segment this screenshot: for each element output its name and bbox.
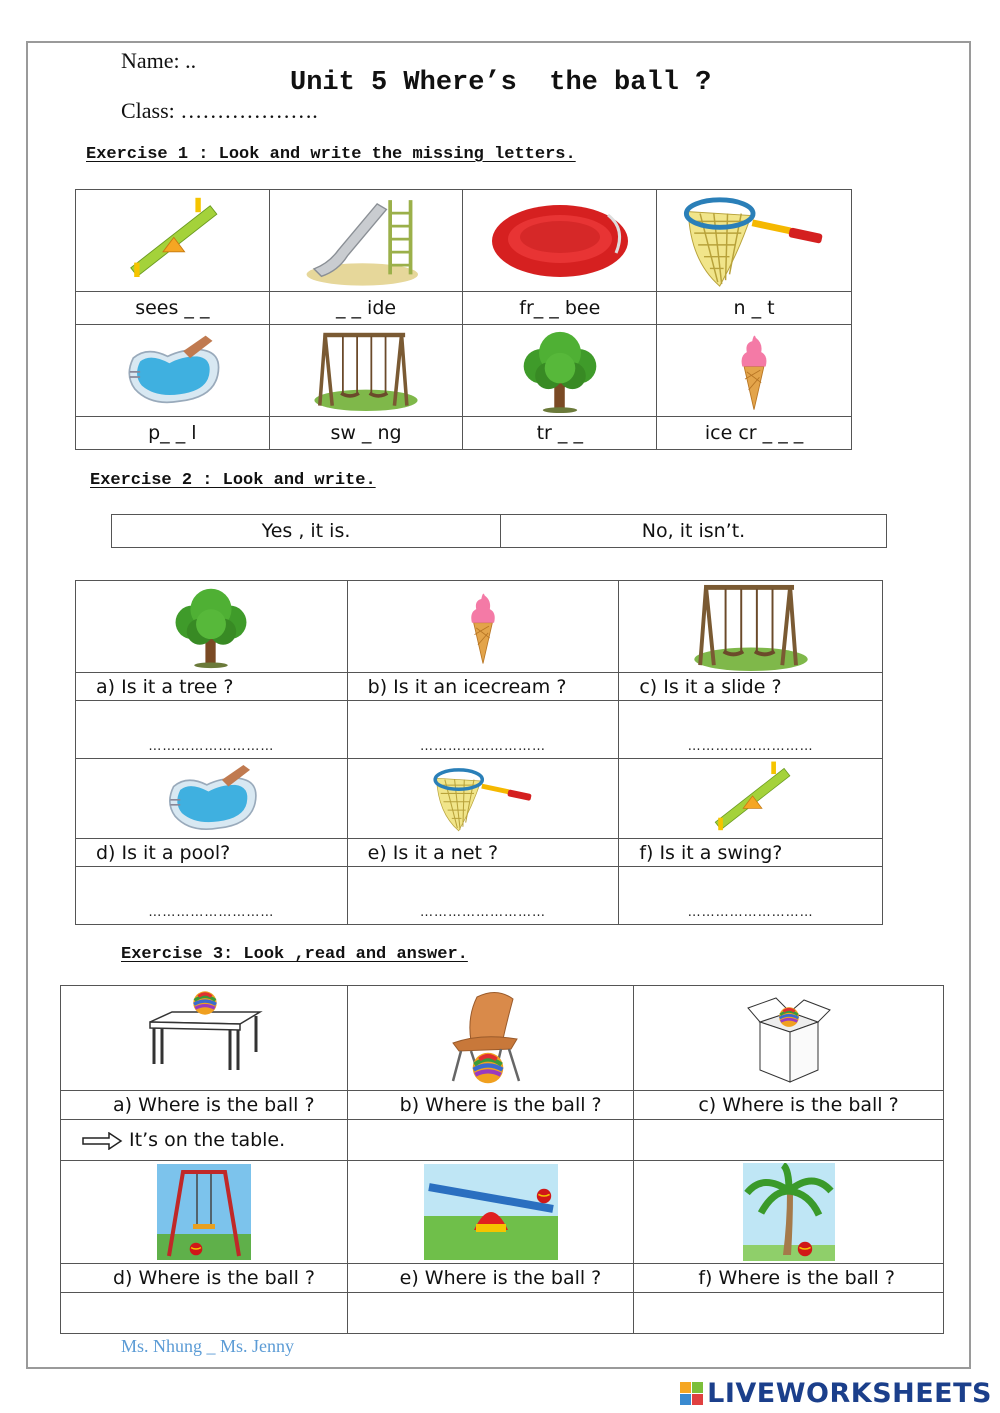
ex3-cell-palm bbox=[634, 1161, 944, 1264]
ex3-cell-swing bbox=[61, 1161, 348, 1264]
tree-icon bbox=[161, 585, 261, 669]
ball-near-seesaw-icon bbox=[424, 1164, 558, 1260]
ex1-cell-frisbee bbox=[463, 190, 657, 292]
ex3-answer-field[interactable] bbox=[347, 1293, 634, 1334]
slide-icon bbox=[301, 193, 431, 289]
ex1-cell-pool bbox=[76, 325, 270, 417]
ex2-question: e) Is it a net ? bbox=[347, 839, 619, 867]
ex3-cell-seesaw bbox=[347, 1161, 634, 1264]
seesaw-icon bbox=[703, 760, 799, 838]
liveworksheets-logo[interactable] bbox=[680, 1378, 992, 1409]
ball-near-swing-icon bbox=[157, 1164, 251, 1260]
class-label: Class: ………………. bbox=[121, 98, 318, 123]
ex1-label: p_ _ l bbox=[76, 417, 270, 450]
ex3-answer-text: It’s on the table. bbox=[129, 1129, 286, 1151]
exercise1-heading: Exercise 1 : Look and write the missing letters. bbox=[86, 145, 576, 164]
exercise2-heading: Exercise 2 : Look and write. bbox=[90, 471, 376, 490]
frisbee-icon bbox=[490, 201, 630, 281]
ball-near-tree-icon bbox=[743, 1163, 835, 1261]
ex2-answer-field[interactable]: ……………………… bbox=[76, 701, 348, 759]
ex3-cell-table bbox=[61, 986, 348, 1091]
exercise3-heading: Exercise 3: Look ,read and answer. bbox=[121, 945, 468, 964]
ex3-question: e) Where is the ball ? bbox=[347, 1264, 634, 1293]
page-title: Unit 5 Where’s the ball ? bbox=[290, 68, 712, 98]
ex1-cell-tree bbox=[463, 325, 657, 417]
exercise2-table bbox=[75, 580, 883, 925]
ex3-answer-field[interactable] bbox=[347, 1120, 634, 1161]
option-no: No, it isn’t. bbox=[501, 515, 887, 548]
ball-under-chair-icon bbox=[441, 989, 541, 1087]
seesaw-icon bbox=[117, 196, 227, 286]
ex2-cell-net bbox=[347, 759, 619, 839]
ex1-label: fr_ _ bee bbox=[463, 292, 657, 325]
exercise3-table bbox=[60, 985, 944, 1334]
ex1-cell-icecream bbox=[657, 325, 852, 417]
ex1-label: tr _ _ bbox=[463, 417, 657, 450]
ex2-cell-pool bbox=[76, 759, 348, 839]
ex3-answer-field[interactable] bbox=[634, 1120, 944, 1161]
icecream-icon bbox=[736, 329, 772, 413]
ex2-cell-tree bbox=[76, 581, 348, 673]
ex1-label: sees _ _ bbox=[76, 292, 270, 325]
name-label: Name: .. bbox=[121, 48, 197, 73]
ex3-question: a) Where is the ball ? bbox=[61, 1091, 348, 1120]
ball-on-table-icon bbox=[144, 990, 264, 1086]
ex2-answer-field[interactable]: ……………………… bbox=[347, 701, 619, 759]
brand-text: LIVEWORKSHEETS bbox=[707, 1378, 992, 1409]
ex1-cell-seesaw bbox=[76, 190, 270, 292]
ex2-question: f) Is it a swing? bbox=[619, 839, 883, 867]
pool-icon bbox=[116, 331, 228, 411]
ex3-answer-field[interactable] bbox=[61, 1120, 348, 1161]
ex2-question: c) Is it a slide ? bbox=[619, 673, 883, 701]
ex1-label: _ _ ide bbox=[269, 292, 463, 325]
tree-icon bbox=[510, 328, 610, 414]
ex1-cell-swing bbox=[269, 325, 463, 417]
ex2-cell-swing bbox=[619, 581, 883, 673]
pool-icon bbox=[157, 761, 265, 837]
swing-icon bbox=[686, 583, 816, 671]
ex3-question: d) Where is the ball ? bbox=[61, 1264, 348, 1293]
logo-icon bbox=[680, 1382, 703, 1405]
ex2-answer-field[interactable]: ……………………… bbox=[347, 867, 619, 925]
ex2-cell-icecream bbox=[347, 581, 619, 673]
arrow-right-icon bbox=[81, 1132, 123, 1150]
exercise1-table bbox=[75, 189, 852, 450]
answer-options bbox=[111, 514, 887, 548]
icecream-icon bbox=[466, 585, 500, 669]
net-icon bbox=[431, 763, 535, 835]
ex1-label: n _ t bbox=[657, 292, 852, 325]
ex3-cell-chair bbox=[347, 986, 634, 1091]
ex1-label: ice cr _ _ _ bbox=[657, 417, 852, 450]
ex2-answer-field[interactable]: ……………………… bbox=[619, 701, 883, 759]
ex1-cell-net bbox=[657, 190, 852, 292]
authors: Ms. Nhung _ Ms. Jenny bbox=[121, 1336, 295, 1356]
ex2-answer-field[interactable]: ……………………… bbox=[619, 867, 883, 925]
swing-icon bbox=[311, 331, 421, 411]
ex1-label: sw _ ng bbox=[269, 417, 463, 450]
ex3-cell-box bbox=[634, 986, 944, 1091]
ex2-cell-seesaw bbox=[619, 759, 883, 839]
ex3-question: b) Where is the ball ? bbox=[347, 1091, 634, 1120]
ex3-question: c) Where is the ball ? bbox=[634, 1091, 944, 1120]
ex2-question: d) Is it a pool? bbox=[76, 839, 348, 867]
option-yes: Yes , it is. bbox=[112, 515, 501, 548]
ex3-answer-field[interactable] bbox=[61, 1293, 348, 1334]
ex1-cell-slide bbox=[269, 190, 463, 292]
ex3-answer-field[interactable] bbox=[634, 1293, 944, 1334]
ex2-question: b) Is it an icecream ? bbox=[347, 673, 619, 701]
ex3-question: f) Where is the ball ? bbox=[634, 1264, 944, 1293]
ex2-answer-field[interactable]: ……………………… bbox=[76, 867, 348, 925]
ball-in-box-icon bbox=[746, 992, 832, 1084]
ex2-question: a) Is it a tree ? bbox=[76, 673, 348, 701]
net-icon bbox=[680, 192, 828, 290]
